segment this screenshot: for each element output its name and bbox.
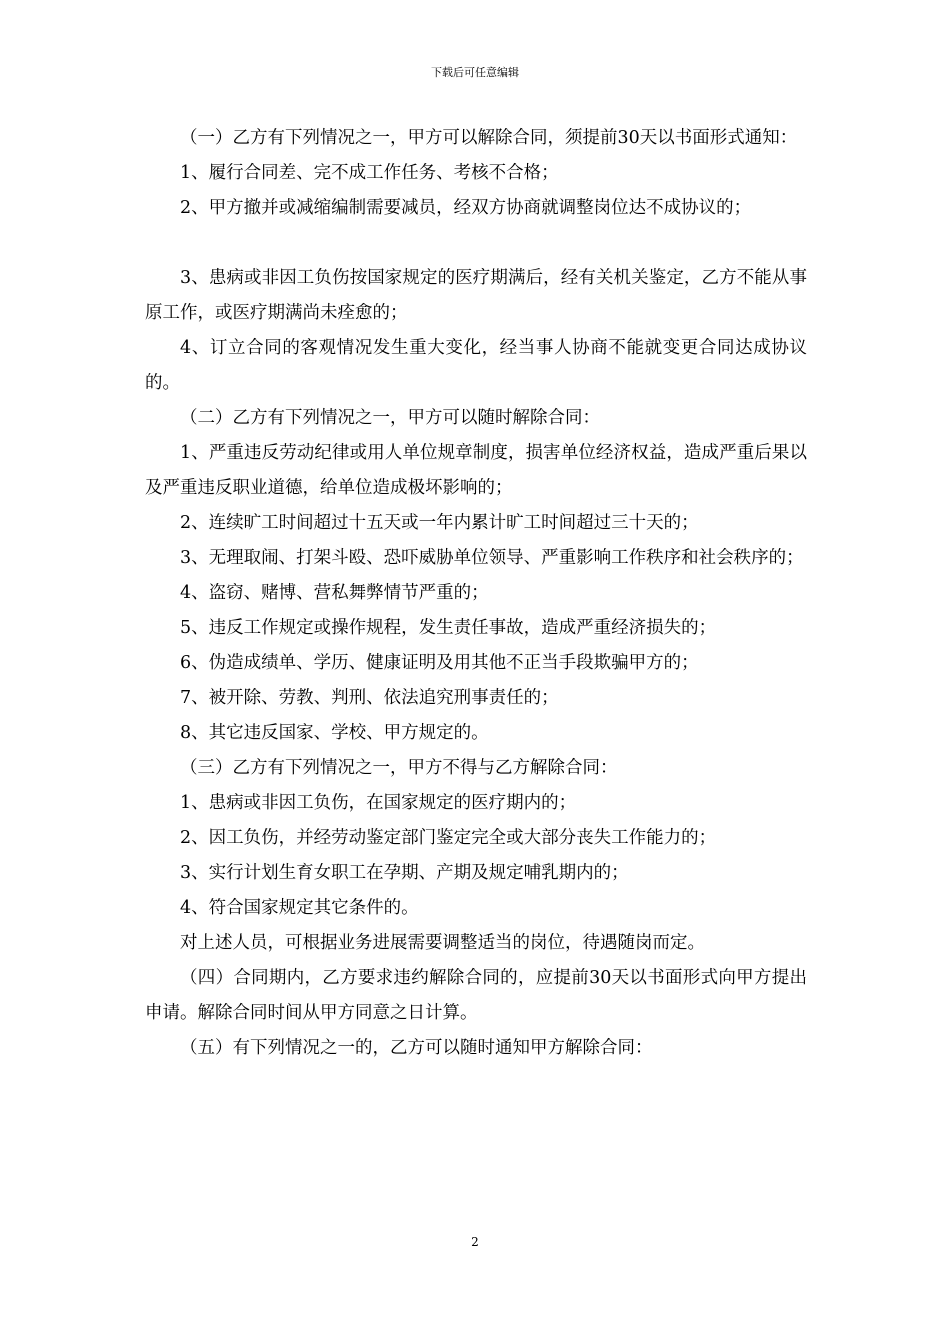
paragraph: 1、患病或非因工负伤，在国家规定的医疗期内的； bbox=[180, 793, 577, 813]
paragraph: 4、订立合同的客观情况发生重大变化，经当事人协商不能就变更合同达成协议的。 bbox=[145, 338, 807, 393]
paragraph: （一）乙方有下列情况之一，甲方可以解除合同，须提前30天以书面形式通知： bbox=[180, 128, 798, 148]
paragraph: 3、实行计划生育女职工在孕期、产期及规定哺乳期内的； bbox=[180, 863, 629, 883]
document-body bbox=[145, 121, 807, 1066]
paragraph: 4、符合国家规定其它条件的。 bbox=[180, 898, 419, 918]
section-heading: （二）乙方有下列情况之一，甲方可以随时解除合同： bbox=[180, 408, 600, 428]
paragraph: 4、盗窃、赌博、营私舞弊情节严重的； bbox=[180, 583, 489, 603]
paragraph: 8、其它违反国家、学校、甲方规定的。 bbox=[180, 723, 489, 743]
paragraph: 7、被开除、劳教、判刑、依法追究刑事责任的； bbox=[180, 688, 559, 708]
page-header-note: 下载后可任意编辑 bbox=[431, 66, 519, 79]
section-heading: （五）有下列情况之一的，乙方可以随时通知甲方解除合同： bbox=[180, 1038, 653, 1058]
page-number: 2 bbox=[471, 1235, 479, 1249]
paragraph: 1、履行合同差、完不成工作任务、考核不合格； bbox=[180, 163, 559, 183]
paragraph: 对上述人员，可根据业务进展需要调整适当的岗位，待遇随岗而定。 bbox=[180, 933, 705, 953]
paragraph: 2、连续旷工时间超过十五天或一年内累计旷工时间超过三十天的； bbox=[180, 513, 699, 533]
paragraph: 2、甲方撤并或减缩编制需要减员，经双方协商就调整岗位达不成协议的； bbox=[180, 198, 752, 218]
paragraph: 3、患病或非因工负伤按国家规定的医疗期满后，经有关机关鉴定，乙方不能从事原工作，或医疗期满尚未痊愈的； bbox=[145, 268, 807, 323]
blank-line bbox=[145, 226, 807, 261]
paragraph: 2、因工负伤，并经劳动鉴定部门鉴定完全或大部分丧失工作能力的； bbox=[180, 828, 717, 848]
paragraph: 3、无理取闹、打架斗殴、恐吓威胁单位领导、严重影响工作秩序和社会秩序的； bbox=[180, 548, 804, 568]
section-heading: （四）合同期内，乙方要求违约解除合同的，应提前30天以书面形式向甲方提出申请。解除合同时间从甲方同意之日计算。 bbox=[145, 968, 807, 1023]
paragraph: 6、伪造成绩单、学历、健康证明及用其他不正当手段欺骗甲方的； bbox=[180, 653, 699, 673]
paragraph: 5、违反工作规定或操作规程，发生责任事故，造成严重经济损失的； bbox=[180, 618, 717, 638]
paragraph: 1、严重违反劳动纪律或用人单位规章制度，损害单位经济权益，造成严重后果以及严重违反职业道德，给单位造成极坏影响的； bbox=[145, 443, 807, 498]
section-heading: （三）乙方有下列情况之一，甲方不得与乙方解除合同： bbox=[180, 758, 618, 778]
